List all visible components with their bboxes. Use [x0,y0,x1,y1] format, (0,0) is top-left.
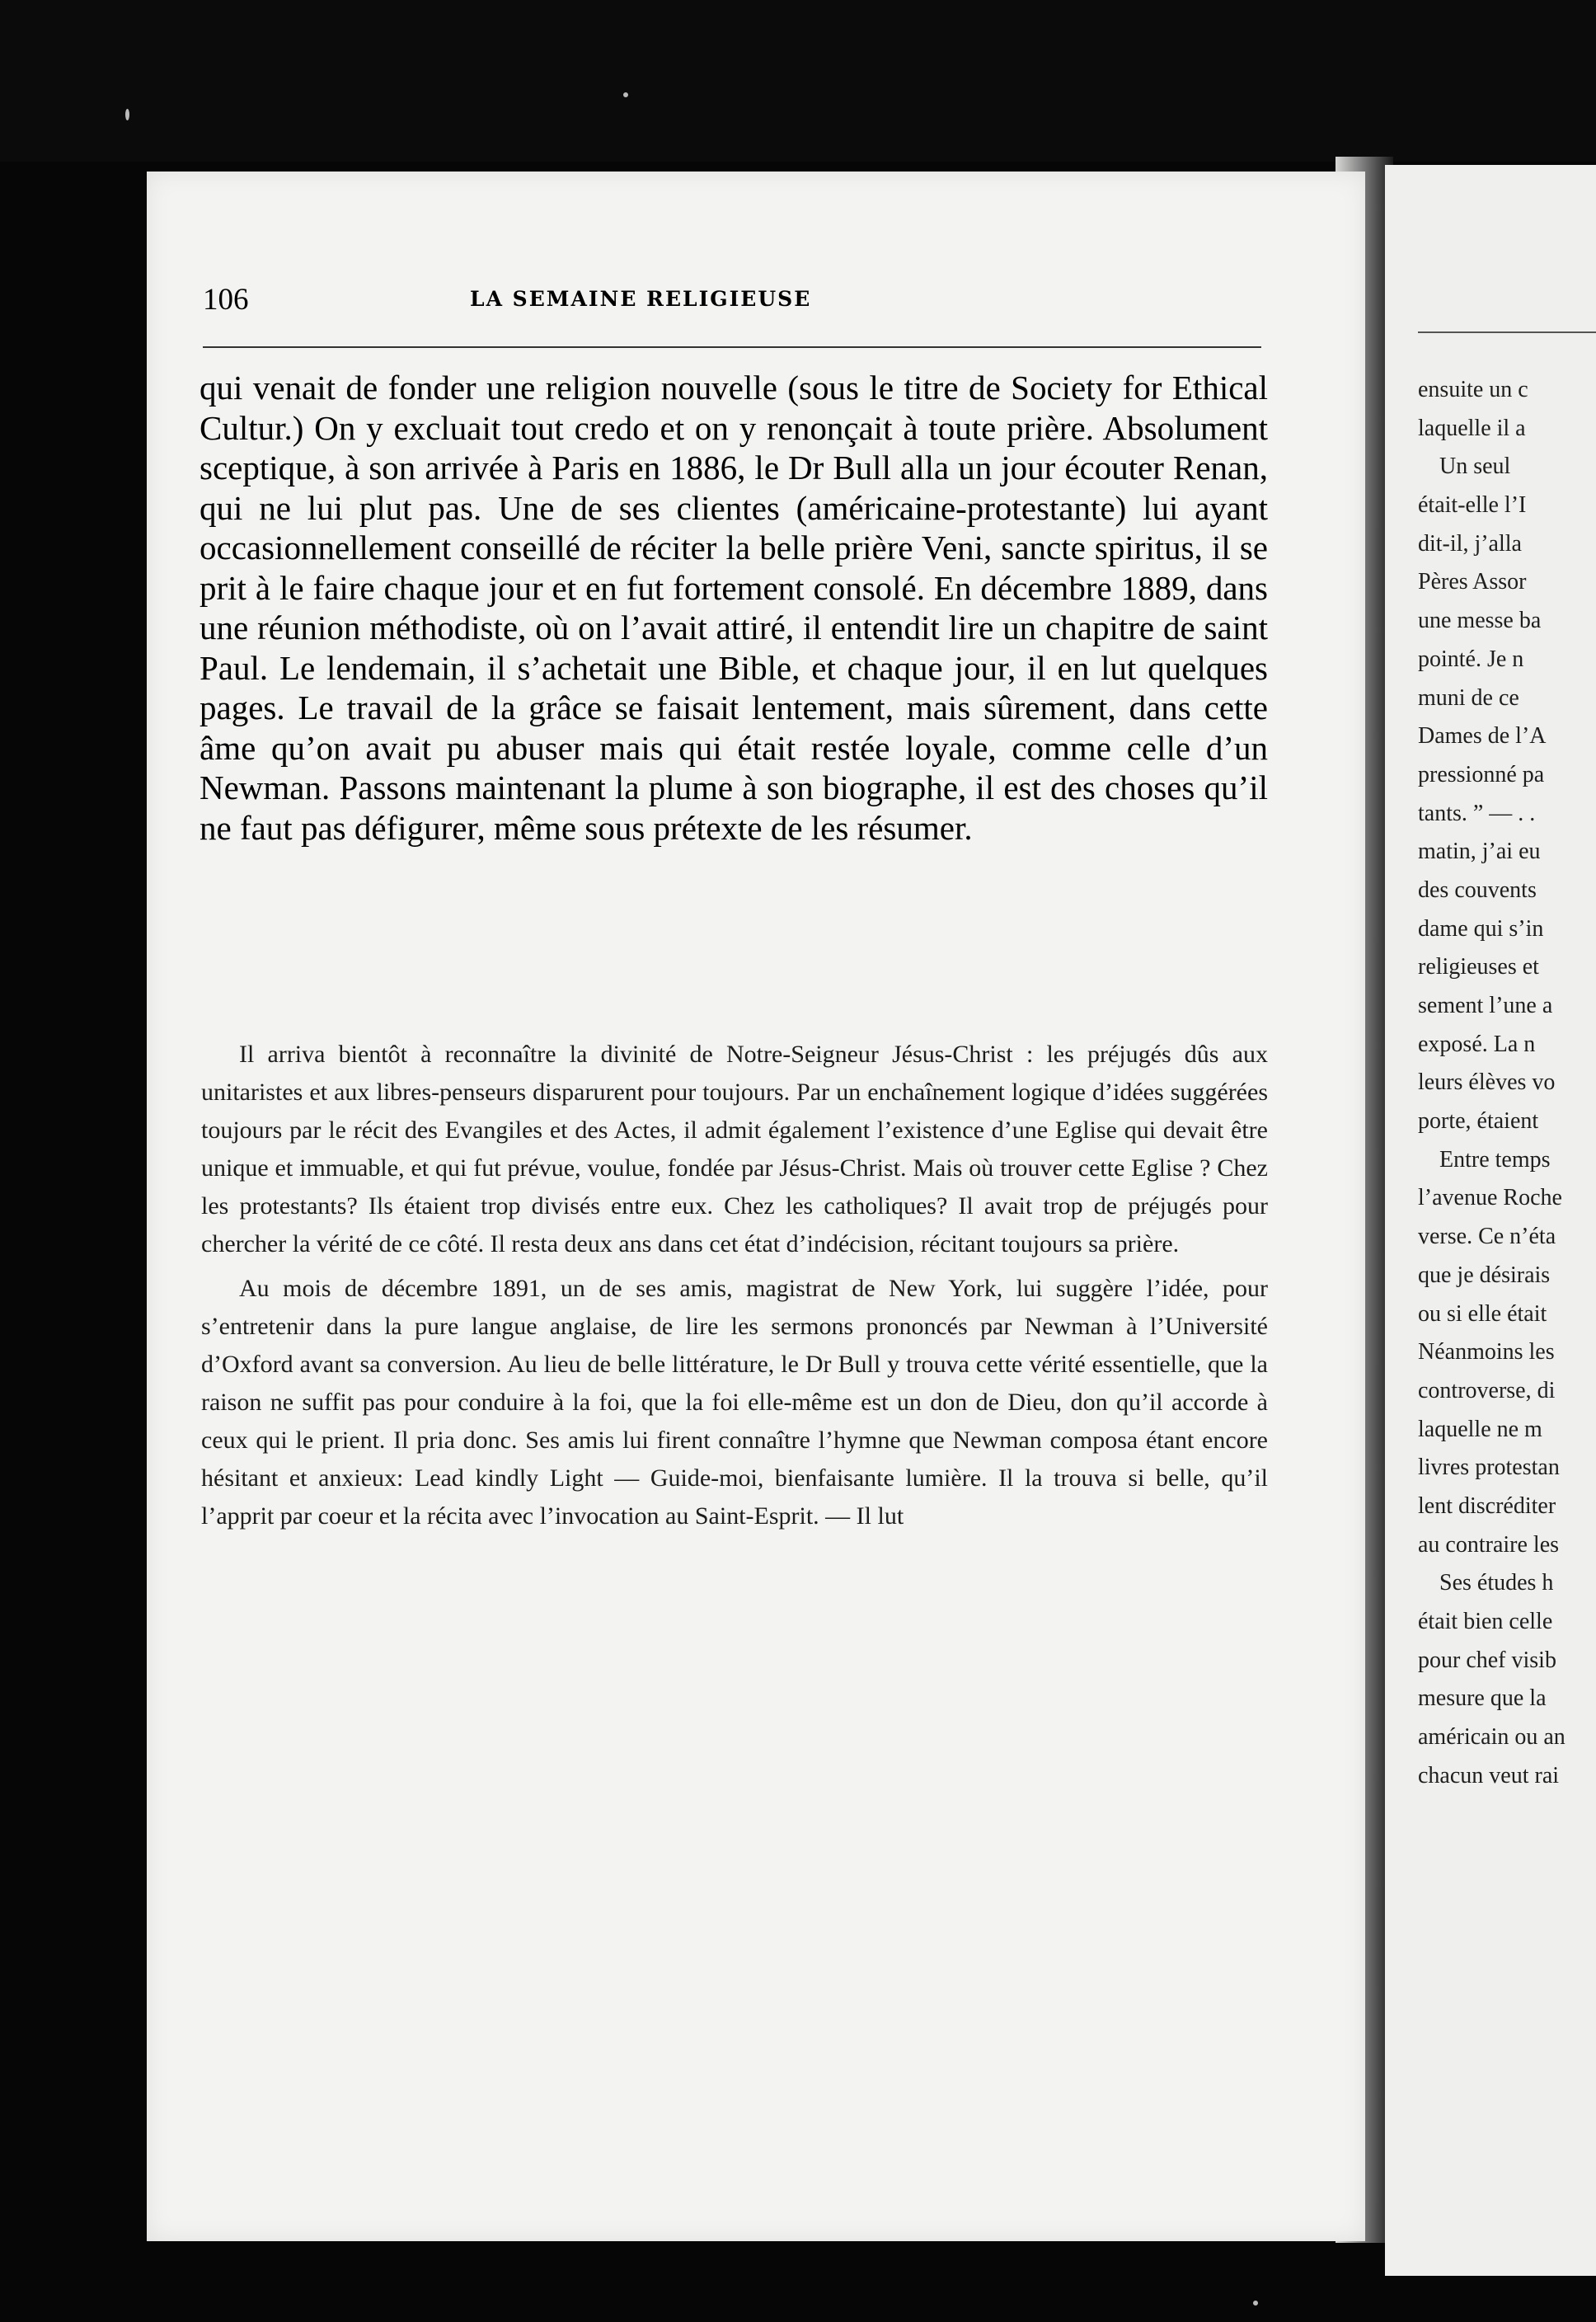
facing-page-line: leurs élèves vo [1418,1069,1556,1096]
header-rule [203,346,1261,348]
facing-page-line: Un seul [1439,454,1511,480]
facing-page-line: était-elle l’I [1418,492,1527,519]
facing-page-line: muni de ce [1418,684,1519,711]
facing-page-line: livres protestan [1418,1455,1560,1481]
facing-page-rule [1418,331,1596,333]
facing-page-line: laquelle il a [1418,415,1526,441]
facing-page-line: Dames de l’A [1418,723,1547,750]
facing-page-line: au contraire les [1418,1531,1560,1558]
facing-page-line: Néanmoins les [1418,1339,1555,1365]
facing-page-line: pointé. Je n [1418,646,1524,672]
facing-page-text [1418,371,1596,1795]
scan-speck [1253,2301,1258,2306]
facing-page [1385,165,1596,2276]
facing-page-line: tants. ” — . . [1418,800,1536,826]
facing-page-line: Ses études h [1439,1570,1554,1596]
facing-page-line: dame qui s’in [1418,915,1544,942]
facing-page-line: des couvents [1418,877,1537,903]
scan-speck [125,109,129,120]
facing-page-line: verse. Ce n’éta [1418,1224,1556,1250]
facing-page-line: une messe ba [1418,608,1542,634]
quote-paragraph: Il arriva bientôt à reconnaître la divinité de Notre-Seigneur Jésus-Christ : les préjugés dûs aux unitaristes et aux libres-penseurs disparurent pour toujours. Par un enchaînement logique d’idées suggérées toujours par le récit des Evangiles et des Actes, il admit également l’existence d’une Eglise qui devait être unique et immuable, et qui fut prévue, voulue, fondée par Jésus-Christ. Mais où trouver cette Eglise ? Chez les protestants? Ils étaient trop divisés entre eux. Chez les catholiques? Il avait trop de préjugés pour chercher la vérité de ce côté. Il resta deux ans dans cet état d’indécision, récitant toujours sa prière. [201,1041,1268,1257]
page-number: 106 [203,283,249,317]
quote-paragraph: Au mois de décembre 1891, un de ses amis, magistrat de New York, lui suggère l’idée, pour s’entretenir dans la pure langue anglaise, de lire les sermons prononcés par Newman à l’Université d’Oxford avant sa conversion. Au lieu de belle littérature, le Dr Bull y trouva cette vérité essentielle, que la raison ne suffit pas pour conduire à la foi, que la foi elle-même est un don de Dieu, don qu’il accorde à ceux qui le prient. Il pria donc. Ses amis lui firent connaître l’hymne que Newman composa étant encore hésitant et anxieux: Lead kindly Light — Guide-moi, bienfaisante lumière. Il la trouva si belle, qu’il l’apprit par coeur et la récita avec l’invocation au Saint-Esprit. — Il lut [201,1275,1268,1530]
facing-page-line: lent discréditer [1418,1492,1556,1519]
facing-page-line: mesure que la [1418,1685,1547,1712]
facing-page-line: était bien celle [1418,1609,1553,1634]
facing-page-line: américain ou an [1418,1724,1565,1751]
facing-page-line: Pères Assor [1418,569,1527,595]
facing-page-line: ou si elle était [1418,1300,1547,1327]
facing-page-line: l’avenue Roche [1418,1185,1562,1211]
facing-page-line: pour chef visib [1418,1647,1556,1673]
facing-page-line: exposé. La n [1418,1031,1536,1057]
scan-speck [623,92,628,97]
body-paragraph: qui venait de fonder une religion nouvelle (sous le titre de Society for Ethical Cultur.) On y excluait tout credo et on y renonçait à toute prière. Absolument sceptique, à son arrivée à Paris en 1886, le Dr Bull alla un jour écouter Renan, qui ne lui plut pas. Une de ses clientes (américaine-protestante) lui ayant occasionnellement conseillé de réciter la belle prière Veni, sancte spiritus, il se prit à le faire chaque jour et en fut fortement consolé. En décembre 1889, dans une réunion méthodiste, où on l’avait attiré, il entendit lire un chapitre de saint Paul. Le lendemain, il s’achetait une Bible, et chaque jour, il en lut quelques pages. Le travail de la grâce se faisait lentement, mais sûrement, dans cette âme qu’on avait pu abuser mais qui était restée loyale, comme celle d’un Newman. Passons maintenant la plume à son biographe, il est des choses qu’il ne faut pas défigurer, même sous prétexte de les résumer. [200,369,1268,847]
facing-page-line: que je désirais [1418,1262,1551,1288]
facing-page-line: chacun veut rai [1418,1762,1560,1789]
facing-page-line: pressionné pa [1418,761,1545,787]
facing-page-line: ensuite un c [1418,377,1528,402]
facing-page-line: sement l’une a [1418,993,1553,1018]
running-title: LA SEMAINE RELIGIEUSE [470,287,812,311]
scan-background [0,0,1596,162]
facing-page-line: dit-il, j’alla [1418,530,1522,557]
facing-page-line: matin, j’ai eu [1418,839,1541,865]
main-text [200,368,1268,848]
facing-page-line: laquelle ne m [1418,1416,1542,1442]
page-header [203,282,1261,315]
quoted-passage [201,1036,1268,1542]
facing-page-line: Entre temps [1439,1146,1551,1173]
facing-page-line: controverse, di [1418,1377,1556,1403]
facing-page-line: religieuses et [1418,954,1539,980]
facing-page-line: porte, étaient [1418,1108,1539,1135]
